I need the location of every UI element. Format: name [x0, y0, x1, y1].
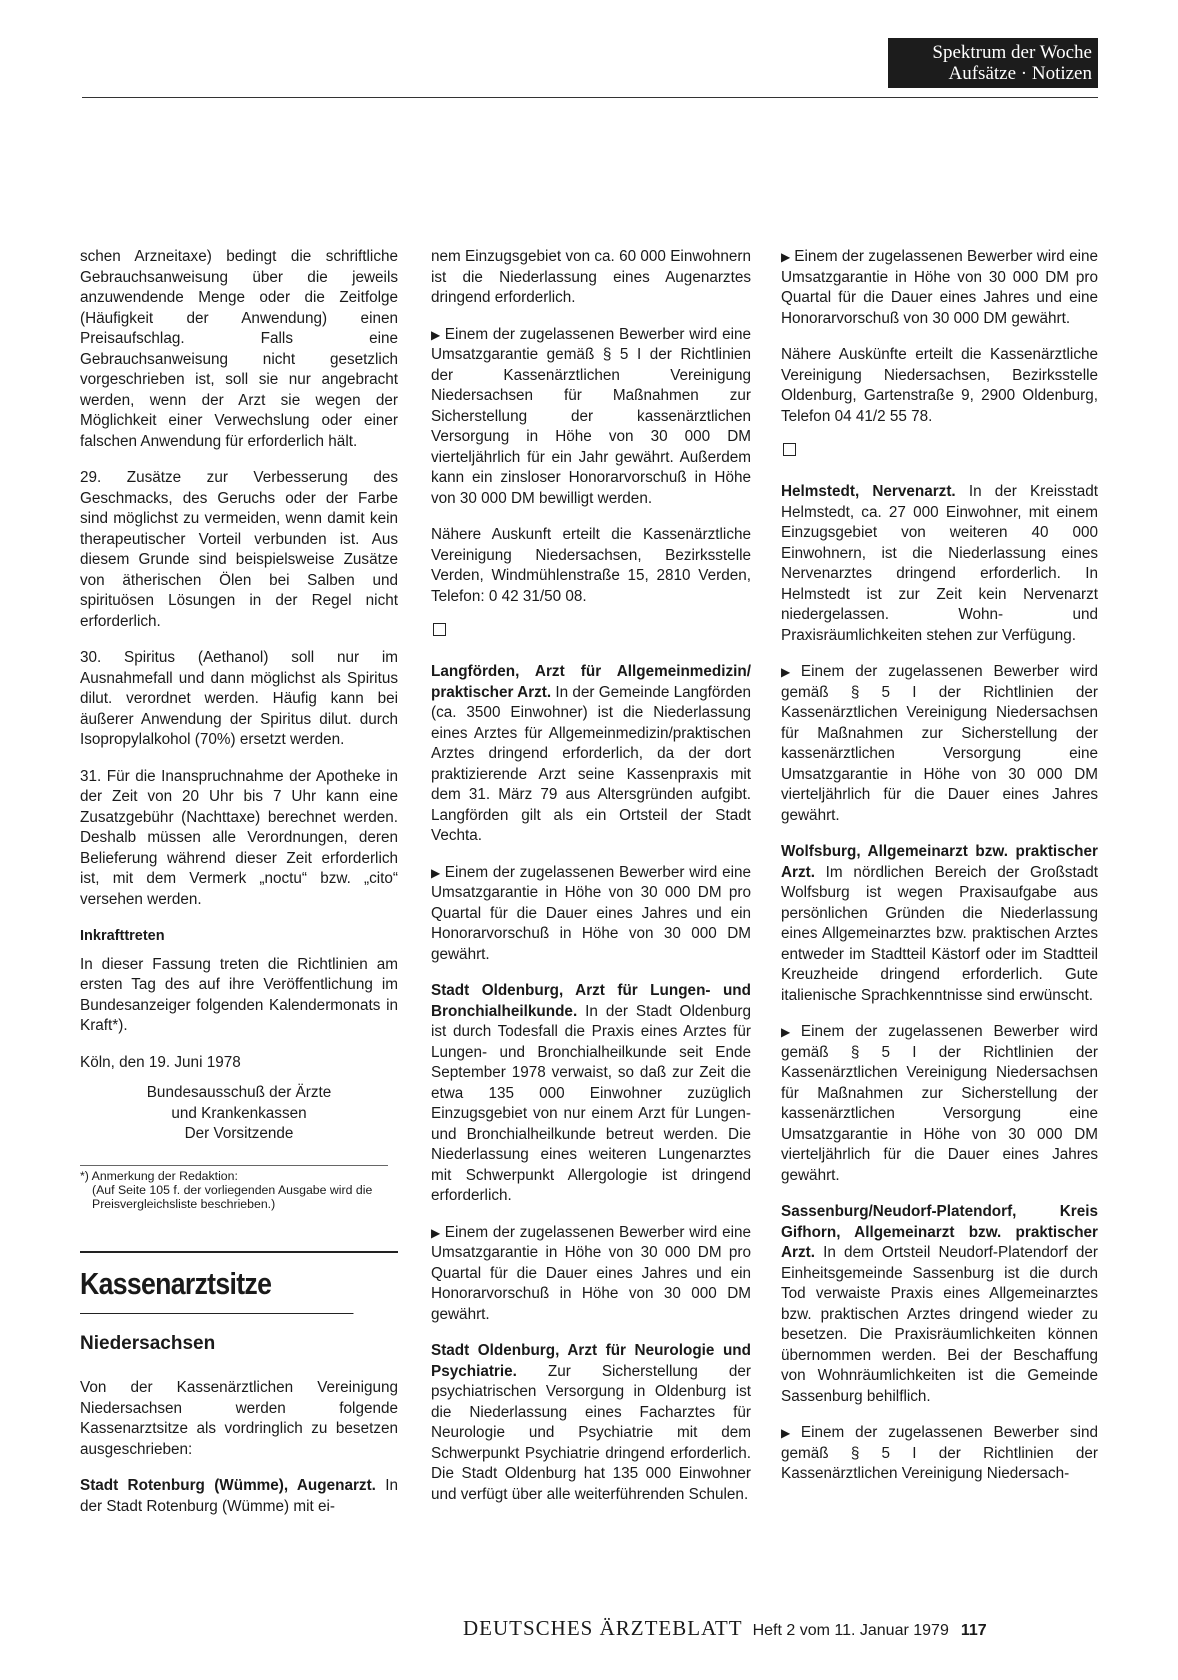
- paragraph-bullet: [781, 1022, 1098, 1186]
- square-separator-icon: [433, 623, 446, 636]
- section-kassenarztsitze: [80, 1251, 398, 1518]
- paragraph-text: Einem der zugelassenen Bewerber wird gemäß § 5 I der Richtlinien der Kassenärztlichen Vereinigung Niedersachsen für Maßnahmen zur Sicherstellung der kassenärztlichen Versorgung eine Umsatzgarantie in Höhe von 30 000 DM vierteljährlich für die Dauer eines Jahres gewährt.: [781, 1023, 1098, 1184]
- listing-sassenburg: [781, 1202, 1098, 1407]
- paragraph: nem Einzugsgebiet von ca. 60 000 Einwohnern ist die Niederlassung eines Augenarztes dringend erforderlich.: [431, 248, 751, 306]
- listing-rotenburg: [80, 1476, 398, 1517]
- signature-line: Bundesausschuß der Ärzte: [146, 1084, 332, 1101]
- listing-title: Wolfsburg, Allgemeinarzt bzw. praktischer Arzt.: [781, 843, 1098, 881]
- listing-helmstedt: [781, 482, 1098, 646]
- subheading-inkrafttreten: Inkrafttreten: [80, 928, 165, 944]
- paragraph-text: Einem der zugelassenen Bewerber wird eine Umsatzgarantie in Höhe von 30 000 DM pro Quartal für die Dauer eines Jahres und ein Honorarvorschuß in Höhe von 30 000 DM gewährt.: [431, 863, 751, 963]
- column-right: [781, 247, 1098, 1501]
- paragraph-bullet: [781, 662, 1098, 826]
- paragraph-bullet: [431, 325, 751, 510]
- page-footer: [463, 1616, 1103, 1642]
- paragraph-text: Einem der zugelassenen Bewerber wird eine Umsatzgarantie in Höhe von 30 000 DM pro Quartal für die Dauer eines Jahres und ein Honorarvorschuß in Höhe von 30 000 DM gewährt.: [431, 1223, 751, 1323]
- signature-line: und Krankenkassen: [171, 1104, 307, 1122]
- square-separator-icon: [783, 443, 796, 456]
- journal-name: DEUTSCHES ÄRZTEBLATT: [463, 1616, 743, 1640]
- footnote: [80, 1165, 388, 1211]
- listing-text: In der Stadt Oldenburg ist durch Todesfall die Praxis eines Arztes für Lungen- und Bronchialheilkunde seit Ende September 1978 verwaist, so daß zur Zeit die etwa 135 000 Einwohner zuzüglich Einzugsgebiet von nur einem Arzt für Lungen- und Bronchialheilkunde betreut werden. Die Niederlassung eines weiteren Lungenarztes mit Schwerpunkt Allergologie ist dringend erforderlich.: [431, 1002, 751, 1204]
- signature-block: [80, 1053, 398, 1145]
- section-title: Kassenarztsitze: [80, 1267, 353, 1314]
- listing-oldenburg-lungen: [431, 981, 751, 1207]
- listing-title: Sassenburg/Neudorf-Platendorf, Kreis Gifhorn, Allgemeinarzt bzw. praktischer Arzt.: [781, 1203, 1098, 1261]
- listing-text: In der Stadt Rotenburg (Wümme) mit ei-: [80, 1477, 398, 1515]
- listing-title: Stadt Oldenburg, Arzt für Neurologie und Psychiatrie.: [431, 1342, 751, 1380]
- paragraph-bullet: [431, 1223, 751, 1326]
- listing-text: In dem Ortsteil Neudorf-Platendorf der Einheitsgemeinde Sassenburg ist die durch Tod verwaiste Praxis eines Allgemeinarztes bzw. praktischen Arztes dringend wieder zu besetzen. Die Praxisräumlichkeiten können übernommen werden. Bei der Beschaffung von Wohnräumlichkeiten ist die Gemeinde Sassenburg behilflich.: [781, 1244, 1098, 1405]
- paragraph: 31. Für die Inanspruchnahme der Apotheke in der Zeit von 20 Uhr bis 7 Uhr kann eine Zusatzgebühr (Nachttaxe) berechnet werden. Deshalb müssen alle Verordnungen, deren Belieferung während dieser Zeit erforderlich ist, mit dem Vermerk „noctu“ bzw. „cito“ versehen werden.: [80, 767, 398, 908]
- column-left: [80, 247, 398, 1533]
- footnote-line: *) Anmerkung der Redaktion:: [80, 1168, 238, 1183]
- header-rule: [82, 97, 1098, 98]
- footnote-line: (Auf Seite 105 f. der vorliegenden Ausgabe wird die Preisvergleichsliste beschrieben.): [92, 1182, 373, 1211]
- triangle-bullet-icon: ▶: [431, 1225, 441, 1240]
- paragraph-bullet: [431, 863, 751, 966]
- issue-info: Heft 2 vom 11. Januar 1979: [752, 1622, 949, 1639]
- column-middle: [431, 247, 751, 1521]
- listing-text: In der Gemeinde Langförden (ca. 3500 Einwohner) ist die Niederlassung eines Arztes für Allgemeinmedizin/praktischen Arztes dringend erforderlich, da der dort praktizierende Arzt seine Kassenpraxis mit dem 31. März 79 aus Altersgründen aufgibt. Langförden gilt als ein Ortsteil der Stadt Vechta.: [431, 683, 752, 844]
- paragraph-bullet: [781, 247, 1098, 329]
- paragraph: In dieser Fassung treten die Richtlinien am ersten Tag des auf ihre Veröffentlichung im Bundesanzeiger folgenden Kalendermonats in Kraft*).: [80, 955, 398, 1034]
- triangle-bullet-icon: ▶: [781, 250, 791, 264]
- paragraph-text: Einem der zugelassenen Bewerber wird gemäß § 5 I der Richtlinien der Kassenärztlichen Vereinigung Niedersachsen für Maßnahmen zur Sicherstellung der kassenärztlichen Versorgung eine Umsatzgarantie in Höhe von 30 000 DM vierteljährlich für die Dauer eines Jahres gewährt.: [781, 663, 1098, 824]
- listing-wolfsburg: [781, 842, 1098, 1006]
- paragraph: 29. Zusätze zur Verbesserung des Geschmacks, des Geruchs oder der Farbe sind möglichst zu vermeiden, wenn damit kein therapeutischer Vorteil verbunden ist. Aus diesem Grunde sind beispielsweise Zusätze von ätherischen Ölen bei Salben und spirituösen Lösungen in der Regel nicht erforderlich.: [80, 469, 398, 630]
- triangle-bullet-icon: ▶: [781, 1025, 797, 1039]
- listing-text: Zur Sicherstellung der psychiatrischen Versorgung in Oldenburg ist die Niederlassung eines Facharztes für Neurologie und Psychiatrie mit dem Schwerpunkt Psychiatrie dringend erforderlich. Die Stadt Oldenburg hat 135 000 Einwohner und verfügt über alle weiterführenden Schulen.: [431, 1362, 751, 1503]
- signature-line: Der Vorsitzende: [184, 1125, 294, 1142]
- paragraph: Nähere Auskunft erteilt die Kassenärztliche Vereinigung Niedersachsen, Bezirksstelle Verden, Windmühlenstraße 15, 2810 Verden, Telefon: 0 42 31/50 08.: [431, 526, 751, 605]
- triangle-bullet-icon: ▶: [781, 1426, 797, 1440]
- subsection-title: Niedersachsen: [80, 1332, 216, 1354]
- listing-title: Stadt Rotenburg (Wümme), Augenarzt.: [80, 1477, 376, 1494]
- header-line-1: Spektrum der Woche: [932, 42, 1092, 63]
- page-number: 117: [960, 1622, 987, 1639]
- paragraph: 30. Spiritus (Aethanol) soll nur im Ausnahmefall und dann möglichst als Spiritus dilut. verordnet werden. Häufig kann bei äußerer Anwendung der Spiritus dilut. durch Isopropylalkohol (70%) ersetzt werden.: [80, 649, 398, 748]
- listing-text: Im nördlichen Bereich der Großstadt Wolfsburg ist wegen Praxisaufgabe aus persönlichen Gründen die Niederlassung eines Allgemeinarztes bzw. praktischen Arztes entweder im Stadtteil Kästorf oder im Stadtteil Kreuzheide dringend erforderlich. Gute italienische Sprachkenntnisse sind erwünscht.: [781, 863, 1098, 1004]
- paragraph-text: Einem der zugelassenen Bewerber wird eine Umsatzgarantie in Höhe von 30 000 DM pro Quartal für die Dauer eines Jahres und eine Honorarvorschuß von 30 000 DM gewährt.: [781, 248, 1098, 327]
- triangle-bullet-icon: ▶: [431, 327, 441, 342]
- paragraph-bullet: [781, 1423, 1098, 1485]
- paragraph: Nähere Auskünfte erteilt die Kassenärztliche Vereinigung Niedersachsen, Bezirksstelle Oldenburg, Gartenstraße 9, 2900 Oldenburg, Telefon 04 41/2 55 78.: [781, 346, 1098, 425]
- listing-title: Helmstedt, Nervenarzt.: [781, 483, 956, 500]
- paragraph: Von der Kassenärztlichen Vereinigung Niedersachsen werden folgende Kassenarztsitze als vordringlich zu besetzen ausgeschrieben:: [80, 1379, 398, 1458]
- triangle-bullet-icon: ▶: [431, 865, 441, 880]
- paragraph-text: Einem der zugelassenen Bewerber sind gemäß § 5 I der Richtlinien der Kassenärztlichen Vereinigung Niedersach-: [781, 1424, 1098, 1482]
- listing-title: Stadt Oldenburg, Arzt für Lungen- und Bronchialheilkunde.: [431, 982, 751, 1020]
- section-header-tab: [888, 38, 1098, 88]
- header-line-2: Aufsätze · Notizen: [948, 63, 1092, 84]
- listing-text: In der Kreisstadt Helmstedt, ca. 27 000 Einwohner, mit einem Einzugsgebiet von weiteren 40 000 Einwohnern, ist die Niederlassung eines Nervenarztes dringend erforderlich. In Helmstedt ist zur Zeit kein Nervenarzt niedergelassen. Wohn- und Praxisräumlichkeiten stehen zur Verfügung.: [781, 483, 1098, 644]
- listing-langfoerden: [431, 662, 751, 847]
- paragraph-text: Einem der zugelassenen Bewerber wird eine Umsatzgarantie gemäß § 5 I der Richtlinien der Kassenärztlichen Vereinigung Niedersachsen für Maßnahmen zur Sicherstellung der kassenärztlichen Versorgung in Höhe von 30 000 DM vierteljährlich für ein Jahr gewährt. Außerdem kann ein zinsloser Honorarvorschuß in Höhe von 30 000 DM bewilligt werden.: [431, 325, 751, 507]
- paragraph: schen Arzneitaxe) bedingt die schriftliche Gebrauchsanweisung über die jeweils anzuwendende Menge oder die Zeitfolge (Häufigkeit der Anwendung) einen Preisaufschlag. Falls eine Gebrauchsanweisung nicht gesetzlich vorgeschrieben ist, soll sie nur angebracht werden, wenn der Arzt sie wegen der Möglichkeit einer Verwechslung oder einer falschen Anwendung für erforderlich hält.: [80, 248, 398, 450]
- signature-date: Köln, den 19. Juni 1978: [80, 1053, 241, 1071]
- listing-title: Langförden, Arzt für Allgemeinmedizin/ praktischer Arzt.: [431, 663, 751, 701]
- listing-oldenburg-neuro: [431, 1341, 751, 1505]
- triangle-bullet-icon: ▶: [781, 665, 797, 679]
